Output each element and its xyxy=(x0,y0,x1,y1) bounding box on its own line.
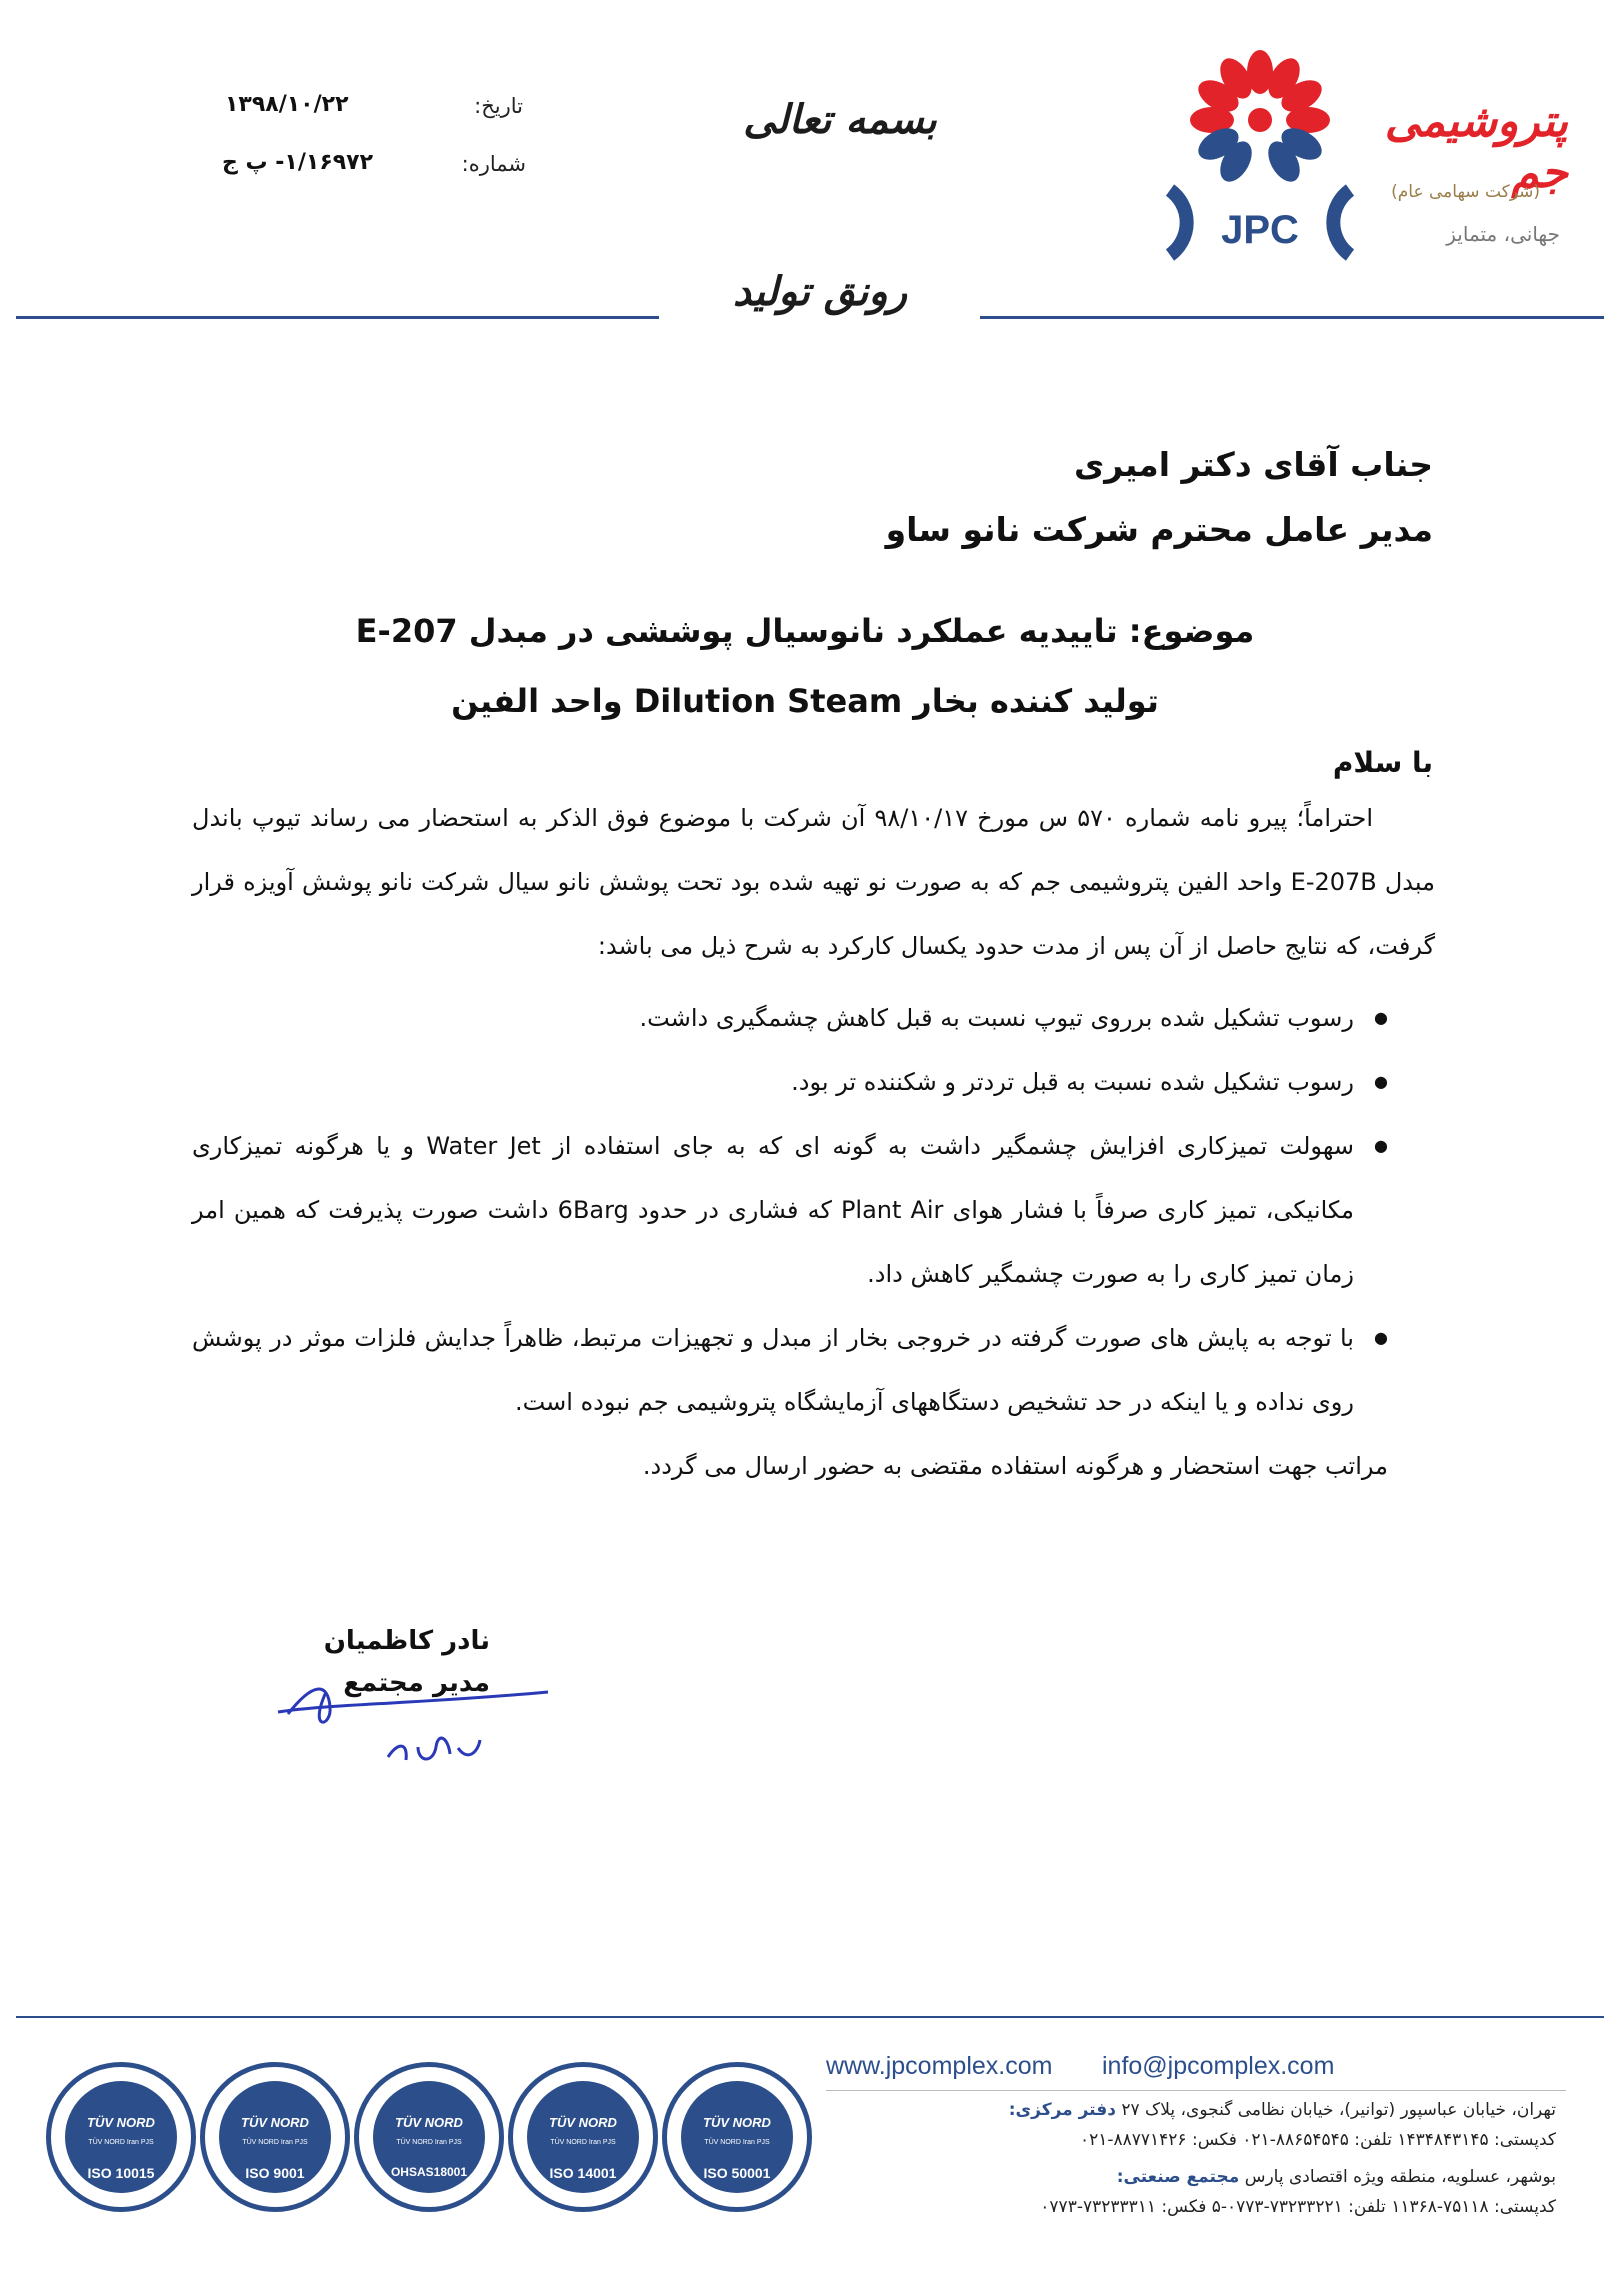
cert-sub: TÜV NORD Iran PJS xyxy=(396,2139,462,2146)
header-rule-right xyxy=(980,316,1604,319)
signer-name: نادر کاظمیان xyxy=(323,1626,490,1656)
industrial-contact: کدپستی: ۷۵۱۱۸-۱۱۳۶۸ تلفن: ۷۳۲۳۳۲۲۱-۰۷۷۳-۵ فکس: ۷۳۲۳۳۳۱۱-۰۷۷۳ xyxy=(1040,2197,1556,2217)
findings-list xyxy=(192,986,1388,1434)
recipient-line-1: جناب آقای دکتر امیری xyxy=(1074,445,1433,484)
certificate-badge xyxy=(200,2062,350,2212)
basmala: بسمه تعالی xyxy=(743,96,937,143)
central-contact: کدپستی: ۱۴۳۴۸۴۳۱۴۵ تلفن: ۸۸۶۵۴۵۴۵-۰۲۱ فکس: ۸۸۷۷۱۴۲۶-۰۲۱ xyxy=(1079,2130,1556,2150)
central-office-block xyxy=(826,2095,1556,2155)
handwritten-signature xyxy=(268,1652,558,1782)
subject-line-2: تولید کننده بخار Dilution Steam واحد الفین xyxy=(451,682,1159,720)
header-rule-left xyxy=(16,316,659,319)
cert-sub: TÜV NORD Iran PJS xyxy=(550,2139,616,2146)
industrial-block xyxy=(826,2162,1556,2222)
website-link[interactable]: www.jpcomplex.com xyxy=(826,2052,1053,2080)
closing-line: مراتب جهت استحضار و هرگونه استفاده مقتضی به حضور ارسال می گردد. xyxy=(642,1452,1388,1480)
certificate-badge xyxy=(662,2062,812,2212)
cert-sub: TÜV NORD Iran PJS xyxy=(88,2139,154,2146)
cert-label: ISO 10015 xyxy=(87,2165,155,2181)
cert-label: ISO 50001 xyxy=(703,2165,771,2181)
finding-item: ● با توجه به پایش های صورت گرفته در خروجی بخار از مبدل و تجهیزات مرتبط، ظاهراً جدایش فلزات موثر در پوشش روی نداده و یا اینکه در حد تشخیص دستگاههای آزمایشگاه پتروشیمی جم نبوده است. xyxy=(192,1306,1388,1434)
intro-paragraph: احتراماً؛ پیرو نامه شماره ۵۷۰ س مورخ ۹۸/۱۰/۱۷ آن شرکت با موضوع فوق الذکر به استحضار می رساند تیوپ باندل مبدل E-207B واحد الفین پتروشیمی جم که به صورت نو تهیه شده بود تحت پوشش نانو سیال شرکت نانو پوشش آویزه قرار گرفت، که نتایج حاصل از آن پس از مدت حدود یکسال کارکرد به شرح ذیل می باشد: xyxy=(192,804,1436,960)
central-label: دفتر مرکزی: xyxy=(1008,2100,1116,2120)
recipient-line-2: مدیر عامل محترم شرکت نانو ساو xyxy=(885,510,1433,549)
logo-subtitle: (شرکت سهامی عام) xyxy=(1391,182,1540,202)
subject-line-1: موضوع: تاییدیه عملکرد نانوسیال پوششی در مبدل E-207 xyxy=(355,612,1255,650)
cert-sub: TÜV NORD Iran PJS xyxy=(704,2139,770,2146)
number-value: ۱/۱۶۹۷۲- پ ج xyxy=(222,150,374,175)
cert-brand: TÜV NORD xyxy=(395,2115,463,2130)
greeting: با سلام xyxy=(1332,746,1433,779)
certificates-row xyxy=(46,2062,816,2232)
industrial-label: مجتمع صنعتی: xyxy=(1116,2167,1240,2187)
cert-brand: TÜV NORD xyxy=(241,2115,309,2130)
finding-item: ● رسوب تشکیل شده برروی تیوپ نسبت به قبل کاهش چشمگیری داشت. xyxy=(192,986,1388,1050)
logo-abbr: JPC xyxy=(1221,208,1299,252)
central-address: تهران، خیابان عباسپور (توانیر)، خیابان نظامی گنجوی، پلاک ۲۷ xyxy=(1121,2100,1556,2120)
footer-rule xyxy=(16,2016,1604,2018)
date-value: ۱۳۹۸/۱۰/۲۲ xyxy=(225,92,349,117)
industrial-address: بوشهر، عسلویه، منطقه ویژه اقتصادی پارس xyxy=(1244,2167,1556,2187)
cert-label: OHSAS18001 xyxy=(390,2165,468,2179)
cert-label: ISO 9001 xyxy=(245,2165,305,2181)
cert-label: ISO 14001 xyxy=(549,2165,617,2181)
company-logo xyxy=(1140,40,1570,270)
cert-brand: TÜV NORD xyxy=(703,2115,771,2130)
finding-item: ● رسوب تشکیل شده نسبت به قبل تردتر و شکننده تر بود. xyxy=(192,1050,1388,1114)
number-label: شماره: xyxy=(461,152,526,176)
email-link[interactable]: info@jpcomplex.com xyxy=(1102,2052,1335,2080)
certificate-badge xyxy=(354,2062,504,2212)
slogan: رونق تولید xyxy=(732,268,908,315)
footer-divider xyxy=(826,2090,1566,2091)
logo-tagline: جهانی، متمایز xyxy=(1446,222,1560,246)
cert-brand: TÜV NORD xyxy=(87,2115,155,2130)
cert-brand: TÜV NORD xyxy=(549,2115,617,2130)
certificate-badge xyxy=(46,2062,196,2212)
logo-name: پتروشیمی جم xyxy=(1384,96,1568,198)
finding-item: ● سهولت تمیزکاری افزایش چشمگیر داشت به گونه ای که به جای استفاده از Water Jet و یا هرگونه تمیزکاری مکانیکی، تمیز کاری صرفاً با فشار هوای Plant Air که فشاری در حدود 6Barg داشت صورت پذیرفت که همین امر زمان تمیز کاری را به صورت چشمگیر کاهش داد. xyxy=(192,1114,1388,1306)
certificate-badge xyxy=(508,2062,658,2212)
signer-title: مدیر مجتمع xyxy=(343,1668,490,1698)
cert-sub: TÜV NORD Iran PJS xyxy=(242,2139,308,2146)
date-label: تاریخ: xyxy=(474,94,523,118)
